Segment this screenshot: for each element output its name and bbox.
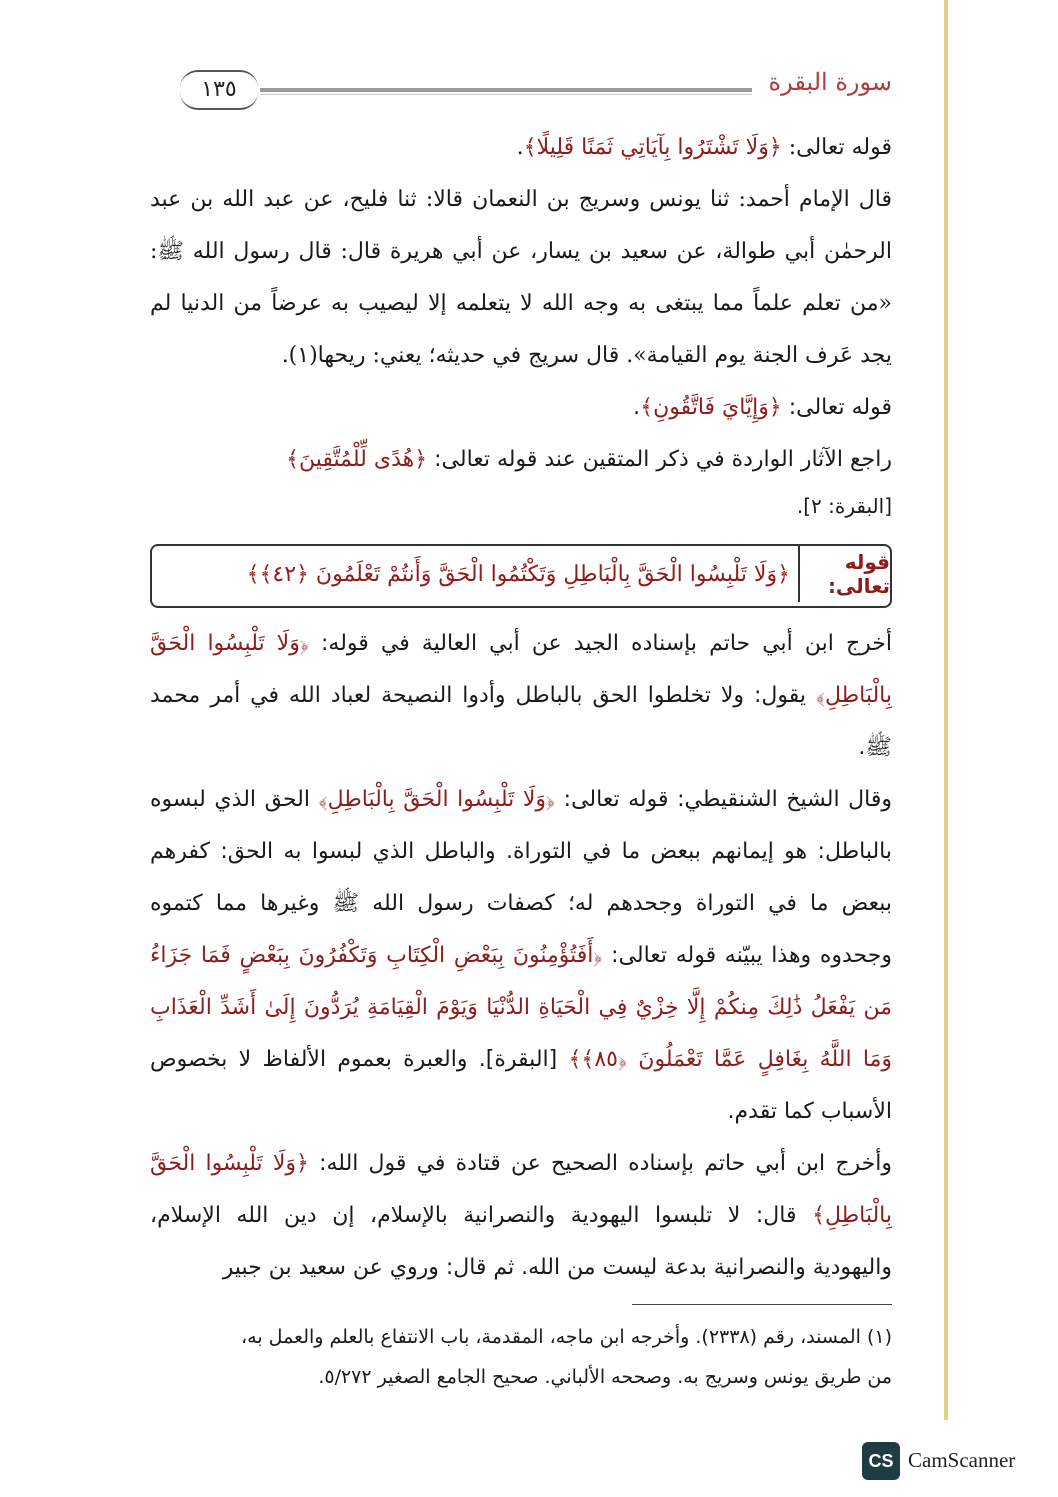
- quran-quote: ﴿وَلَا تَلْبِسُوا الْحَقَّ بِالْبَاطِلِ﴾: [150, 1151, 892, 1228]
- paragraph: وأخرج ابن أبي حاتم بإسناده الصحيح عن قتادة في قول الله: ﴿وَلَا تَلْبِسُوا الْحَقَّ بِالْبَاطِلِ﴾ قال: لا تلبسوا اليهودية والنصرانية بالإسلام، إن دين الله الإسلام، واليهودية والنصرانية بدعة ليست من الله. ثم قال: وروي عن سعيد بن جبير: [150, 1151, 893, 1280]
- surah-name: سورة البقرة: [768, 68, 892, 96]
- book-page: [150, 40, 892, 1410]
- header-rule: [260, 88, 752, 92]
- verse-reference: [البقرة: ٢].: [796, 494, 892, 518]
- verse-heading-text: ﴿وَلَا تَلْبِسُوا الْحَقَّ بِالْبَاطِلِ وَتَكْتُمُوا الْحَقَّ وَأَنتُمْ تَعْلَمُونَ ﴿٤٢﴾﴾: [246, 561, 790, 587]
- camscanner-watermark: CamScanner: [908, 1448, 1016, 1472]
- page-header: [150, 62, 892, 108]
- paragraph: وقال الشيخ الشنقيطي: قوله تعالى: ﴿وَلَا تَلْبِسُوا الْحَقَّ بِالْبَاطِلِ﴾ الحق الذي لبسوه بالباطل: هو إيمانهم ببعض ما في التوراة. والباطل الذي لبسوا به الحق: كفرهم ببعض ما في التوراة وجحدهم له؛ كصفات رسول الله ﷺ وغيرها مما كتموه وجحدوه وهذا يبيّنه قوله تعالى: ﴿أَفَتُؤْمِنُونَ بِبَعْضِ الْكِتَابِ وَتَكْفُرُونَ بِبَعْضٍ فَمَا جَزَاءُ مَن يَفْعَلُ ذَٰلِكَ مِنكُمْ إِلَّا خِزْيٌ فِي الْحَيَاةِ الدُّنْيَا وَيَوْمَ الْقِيَامَةِ يُرَدُّونَ إِلَىٰ أَشَدِّ الْعَذَابِ وَمَا اللَّهُ بِغَافِلٍ عَمَّا تَعْمَلُونَ ﴿٨٥﴾﴾ [البقرة]. والعبرة بعموم الألفاظ لا بخصوص الأسباب كما تقدم.: [150, 787, 892, 1124]
- verse-heading-label: قوله تعالى:: [798, 546, 890, 602]
- page-body: [150, 122, 892, 1397]
- quran-quote: ﴿وَلَا تَلْبِسُوا الْحَقَّ بِالْبَاطِلِ﴾: [318, 787, 556, 812]
- page-number: ١٣٥: [180, 70, 258, 110]
- footnote-line: (١) المسند، رقم (٢٣٣٨). وأخرجه ابن ماجه، المقدمة، باب الانتفاع بالعلم والعمل به،: [241, 1326, 892, 1348]
- quran-quote: ﴿وَلَا تَشْتَرُوا بِآيَاتِي ثَمَنًا قَلِيلًا﴾: [523, 135, 782, 160]
- verse-heading-box: [150, 544, 892, 608]
- paragraph: راجع الآثار الواردة في ذكر المتقين عند قوله تعالى: ﴿هُدًى لِّلْمُتَّقِينَ﴾: [286, 447, 892, 472]
- paragraph: أخرج ابن أبي حاتم بإسناده الجيد عن أبي العالية في قوله: ﴿وَلَا تَلْبِسُوا الْحَقَّ بِالْبَاطِلِ﴾ يقول: ولا تخلطوا الحق بالباطل وأدوا النصيحة لعباد الله في أمر محمد ﷺ.: [150, 631, 892, 760]
- quran-quote: ﴿وَلَا تَلْبِسُوا الْحَقَّ بِالْبَاطِلِ﴾: [150, 631, 892, 708]
- paragraph: قوله تعالى: ﴿وَإِيَّايَ فَاتَّقُونِ﴾.: [633, 395, 892, 420]
- camscanner-logo-icon: CS: [862, 1442, 900, 1480]
- paragraph: قوله تعالى: ﴿وَلَا تَشْتَرُوا بِآيَاتِي ثَمَنًا قَلِيلًا﴾.: [516, 135, 892, 160]
- footnote-divider: [632, 1304, 892, 1305]
- footnote-line: من طريق يونس وسريج به. وصححه الألباني. صحيح الجامع الصغير ٥/٢٧٢.: [318, 1366, 892, 1388]
- page-spine: [944, 0, 948, 1420]
- quran-quote: ﴿وَإِيَّايَ فَاتَّقُونِ﴾: [640, 395, 782, 420]
- paragraph: قال الإمام أحمد: ثنا يونس وسريج بن النعمان قالا: ثنا فليح، عن عبد الله بن عبد الرحمٰن أبي طوالة، عن سعيد بن يسار، عن أبي هريرة قال: قال رسول الله ﷺ: «من تعلم علماً مما يبتغى به وجه الله لا يتعلمه إلا ليصيب به عرضاً من الدنيا لم يجد عَرف الجنة يوم القيامة». قال سريج في حديثه؛ يعني: ريحها(١).: [150, 187, 892, 368]
- quran-quote: ﴿أَفَتُؤْمِنُونَ بِبَعْضِ الْكِتَابِ وَتَكْفُرُونَ بِبَعْضٍ فَمَا جَزَاءُ مَن يَفْعَلُ ذَٰلِكَ مِنكُمْ إِلَّا خِزْيٌ فِي الْحَيَاةِ الدُّنْيَا وَيَوْمَ الْقِيَامَةِ يُرَدُّونَ إِلَىٰ أَشَدِّ الْعَذَابِ وَمَا اللَّهُ بِغَافِلٍ عَمَّا تَعْمَلُونَ ﴿٨٥﴾﴾: [150, 943, 892, 1072]
- header-rule-thin: [260, 94, 752, 95]
- quran-quote: ﴿هُدًى لِّلْمُتَّقِينَ﴾: [286, 447, 428, 472]
